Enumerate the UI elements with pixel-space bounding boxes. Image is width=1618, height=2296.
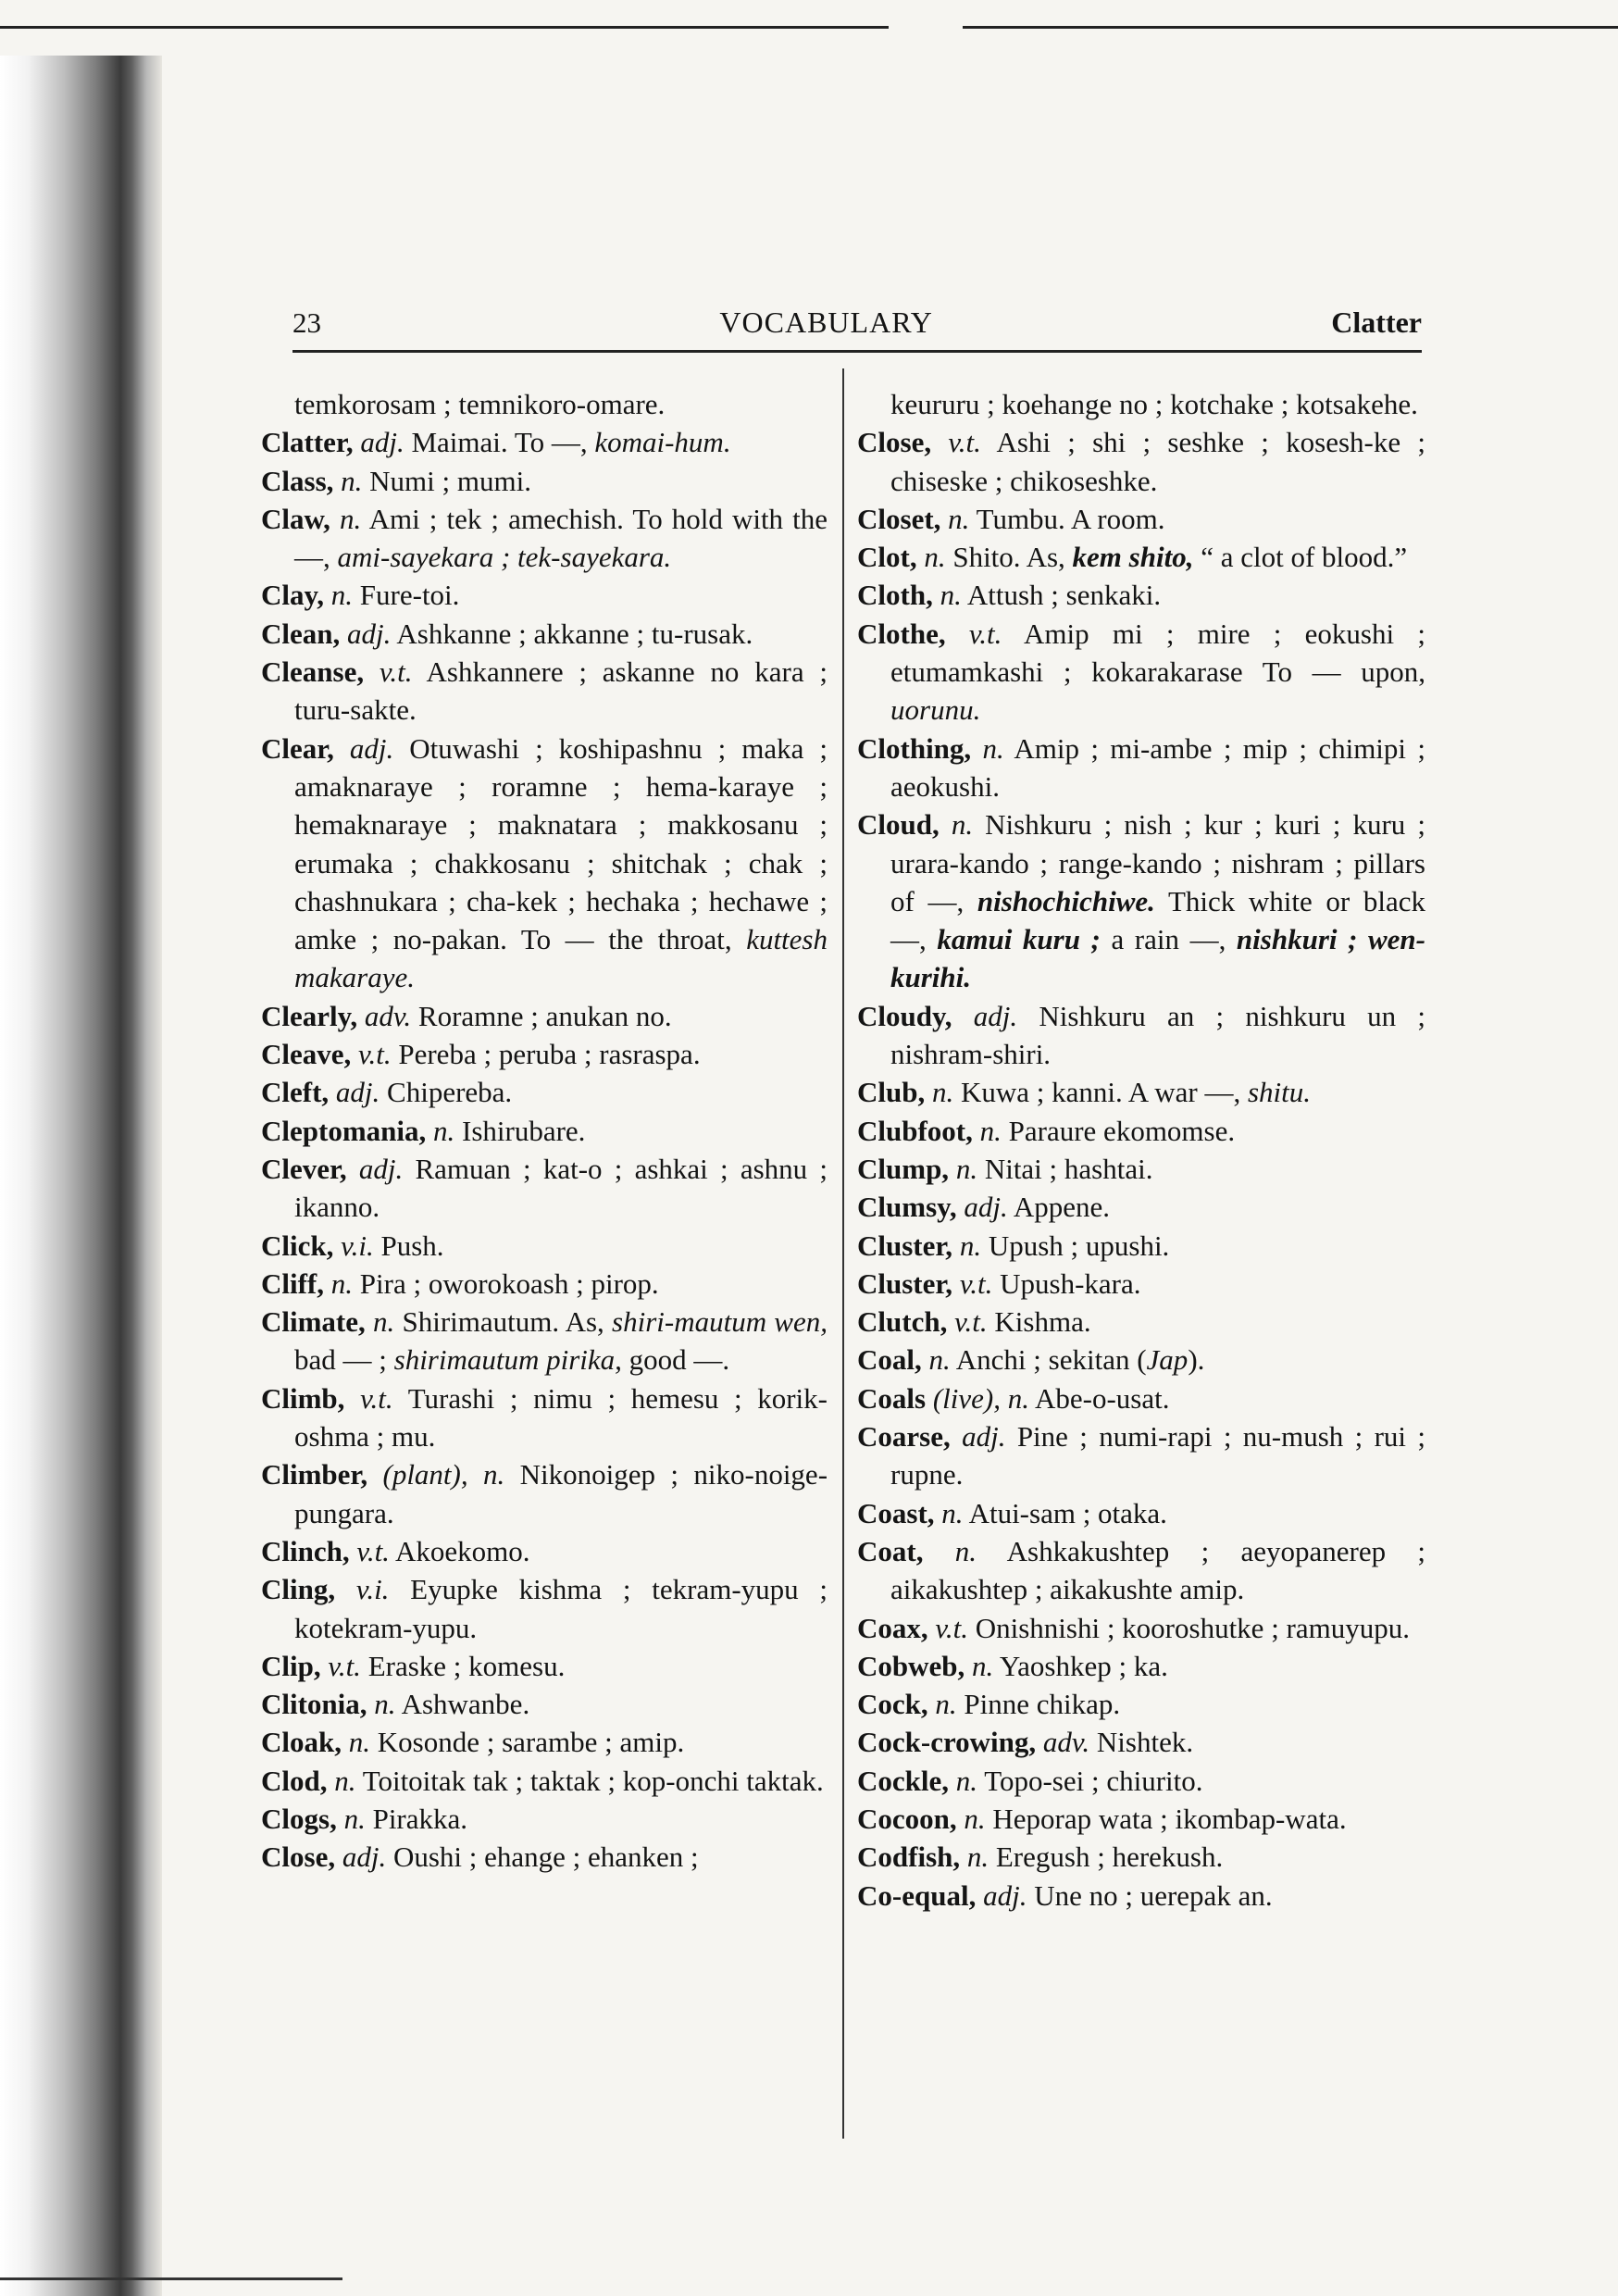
part-of-speech: adj. [335,1076,380,1109]
dictionary-entry [857,1877,1425,1915]
headword: Cocoon, [857,1802,957,1835]
headword: Cloak, [261,1726,342,1759]
definition-text: Abe-o-usat. [1028,1381,1170,1415]
definition-text: Otuwashi ; koshipashnu ; maka ; amaknaraye ; roramne ; hema-karaye ; hemaknaraye ; maknatara ; makkosanu ; erumaka ; chakkosanu ; shitchak ; chak ; chashnukara ; cha-kek ; hechaka ; hechawe ; amke ; no-pakan. To — the throat, [294,731,828,956]
definition-text: Maimai. To —, [404,426,595,459]
dictionary-entry [857,1188,1425,1226]
definition-text: Kosonde ; sarambe ; amip. [370,1726,685,1759]
headword: Click, [261,1229,334,1262]
definition-text: Shirimautum. As, [394,1305,613,1339]
part-of-speech: v.t. [954,1305,988,1339]
definition-text: Akoekomo. [389,1534,530,1567]
right-column [857,385,1425,1915]
definition-text: “ a clot of blood.” [1193,541,1408,574]
dictionary-entry [261,1762,828,1800]
ainu-phrase: nishochichiwe. [977,884,1155,917]
page-title: VOCABULARY [719,306,933,339]
ainu-phrase: uorunu. [890,693,981,727]
page-number: 23 [292,306,321,339]
definition-text: Tumbu. A room. [969,502,1165,535]
headword: Clothe, [857,617,946,650]
headword: Close, [857,426,932,459]
definition-text: Heporap wata ; ikombap-wata. [985,1802,1347,1835]
dictionary-entry [261,1455,828,1532]
headword: Coax, [857,1611,928,1644]
headword: Claw, [261,502,330,535]
dictionary-entry [857,1838,1425,1876]
part-of-speech: adj. [347,617,392,650]
dictionary-entry [857,997,1425,1074]
part-of-speech: v.t. [379,655,413,689]
definition-text: Paraure ekomomse. [1001,1114,1236,1147]
headword: Cobweb, [857,1649,965,1682]
headword: Cleanse, [261,655,365,689]
dictionary-entry [261,1035,828,1073]
part-of-speech: v.i. [355,1573,390,1606]
definition-text: Yaoshkep ; ka. [993,1649,1168,1682]
dictionary-entry [857,1265,1425,1303]
dictionary-entry [857,1303,1425,1341]
ainu-phrase: Jap [1146,1343,1189,1377]
bottom-rule [0,2277,342,2280]
definition-text: a rain —, [1100,923,1237,956]
part-of-speech: n. [924,541,946,574]
part-of-speech: n. [940,579,962,612]
headword: Coast, [857,1496,935,1529]
headword: Clinch, [261,1534,350,1567]
definition-text: Ashkannere ; askanne no kara ; turu-sakte. [294,655,828,727]
part-of-speech: n. [966,1841,989,1874]
definition-text: Ramuan ; kat-o ; ashkai ; ashnu ; ikanno. [294,1152,828,1224]
part-of-speech: n. [979,1114,1002,1147]
headword: Close, [261,1841,336,1874]
guide-word: Clatter [1331,306,1422,339]
dictionary-entry [261,615,828,653]
headword: Clatter, [261,426,354,459]
part-of-speech: adj. [964,1191,1008,1224]
headword: Clump, [857,1152,950,1185]
dictionary-entry [857,1073,1425,1111]
continued-entry [261,385,828,423]
headword: Clubfoot, [857,1114,973,1147]
definition-text: Amip ; mi-ambe ; mip ; chimipi ; aeokushi. [890,731,1425,803]
ainu-phrase: kuttesh makaraye. [294,923,828,994]
ainu-phrase: nishkuri ; wen-kurihi. [890,923,1425,994]
part-of-speech: adj. [983,1878,1027,1912]
definition-text: Nikonoigep ; niko-noige-pungara. [294,1458,828,1529]
dictionary-entry [857,500,1425,538]
part-of-speech: n. [330,579,354,612]
part-of-speech: n. [433,1114,455,1147]
dictionary-entry [261,1838,828,1876]
dictionary-entry [857,1379,1425,1417]
column-divider [842,368,844,2139]
definition-text: Ishirubare. [454,1114,586,1147]
part-of-speech: n. [374,1688,396,1721]
part-of-speech: n. [935,1688,957,1721]
dictionary-entry [261,1685,828,1723]
definition-text: Nishkuru an ; nishkuru un ; nishram-shiri. [890,999,1426,1071]
top-rule-left [0,26,889,29]
left-column [261,385,828,1877]
definition-text: Amip mi ; mire ; eokushi ; etumamkashi ; kokarakarase To — upon, [890,617,1425,689]
dictionary-entry [261,423,828,461]
dictionary-entry [261,1532,828,1570]
part-of-speech: n. [348,1726,370,1759]
definition-text: Ashkakushtep ; aeyopanerep ; aikakushtep ; aikakushte amip. [890,1534,1426,1606]
definition-text: Nishkuru ; nish ; kur ; kuri ; kuru ; urara-kando ; range-kando ; nishram ; pillars of —, [890,808,1425,917]
definition-text: Nitai ; hashtai. [977,1152,1153,1185]
part-of-speech: adj. [358,1152,404,1185]
headword: Clay, [261,579,325,612]
headword: Cleft, [261,1076,330,1109]
dictionary-entry [261,1570,828,1647]
definition-text: Attush ; senkaki. [961,579,1162,612]
definition-text: Roramne ; anukan no. [411,999,672,1032]
dictionary-entry [261,1073,828,1111]
definition-text: Pereba ; peruba ; rasraspa. [391,1038,701,1071]
part-of-speech: n. [955,1152,978,1185]
part-of-speech: v.t. [959,1267,993,1300]
definition-text: Numi ; mumi. [362,464,531,497]
dictionary-entry [261,1723,828,1761]
part-of-speech: adj. [360,426,404,459]
definition-text: Eyupke kishma ; tekram-yupu ; kotekram-yupu. [294,1573,828,1644]
part-of-speech: v.t. [328,1649,361,1682]
dictionary-entry [261,1265,828,1303]
headword: Cling, [261,1573,336,1606]
dictionary-entry [261,997,828,1035]
headword: Clear, [261,731,334,765]
part-of-speech: n. [330,1267,354,1300]
entry-text: temkorosam ; temnikoro-omare. [294,388,666,420]
headword: Cliff, [261,1267,325,1300]
headword: Clot, [857,541,917,574]
part-of-speech: n. [340,502,362,535]
definition-text: ). [1188,1343,1205,1377]
running-head [292,306,1422,353]
part-of-speech: n. [343,1802,366,1835]
definition-text: Shito. As, [945,541,1073,574]
headword: Cleptomania, [261,1114,427,1147]
part-of-speech: n. [982,731,1004,765]
definition-text: Appene. [1007,1191,1110,1224]
definition-text: bad — ; [294,1343,394,1377]
dictionary-entry [857,1341,1425,1379]
definition-text: Ashwanbe. [395,1688,530,1721]
headword: Class, [261,464,334,497]
headword: Clean, [261,617,341,650]
part-of-speech: n. [931,1076,954,1109]
dictionary-entry [261,1379,828,1456]
dictionary-entry [857,730,1425,806]
definition-text: Une no ; uerepak an. [1027,1878,1273,1912]
dictionary-entry [261,730,828,997]
ainu-phrase: shiri-mautum wen, [612,1305,828,1339]
headword: Cleave, [261,1038,352,1071]
definition-text: Ami ; tek ; amechish. To hold with the —, [294,502,828,574]
definition-text: Ashkanne ; akkanne ; tu-rusak. [391,617,753,650]
part-of-speech: adv. [1042,1726,1090,1759]
part-of-speech: adv. [364,999,412,1032]
part-of-speech: n. [373,1305,395,1339]
dictionary-entry [857,1647,1425,1685]
dictionary-entry [857,1800,1425,1838]
definition-text: Nishtek. [1089,1726,1194,1759]
definition-text: Upush-kara. [992,1267,1141,1300]
definition-text: Eraske ; komesu. [360,1649,566,1682]
headword: Clever, [261,1152,347,1185]
definition-text: Anchi ; sekitan ( [950,1343,1147,1377]
definition-text: Chipereba. [380,1076,513,1109]
headword: Coals [857,1381,927,1415]
part-of-speech: adj. [962,1420,1006,1454]
dictionary-entry [857,615,1425,730]
ainu-phrase: ami-sayekara ; tek-sayekara. [337,541,672,574]
definition-text: Turashi ; nimu ; hemesu ; korik-oshma ; mu. [294,1381,828,1454]
dictionary-entry [857,1609,1425,1647]
book-binding-shadow [0,56,162,2296]
headword: Codfish, [857,1841,961,1874]
headword: Cluster, [857,1267,953,1300]
definition-text: Push. [373,1229,444,1262]
definition-text: Eregush ; herekush. [989,1841,1224,1874]
definition-text: Topo-sei ; chiurito. [977,1764,1203,1797]
dictionary-entry [261,576,828,614]
dictionary-entry [261,1647,828,1685]
headword: Clutch, [857,1305,948,1339]
definition-text: Pinne chikap. [956,1688,1121,1721]
dictionary-entry [857,423,1425,500]
headword: Co-equal, [857,1878,977,1912]
definition-text: Oushi ; ehange ; ehanken ; [386,1841,699,1874]
headword: Clothing, [857,731,972,765]
headword: Closet, [857,502,941,535]
definition-text: Ashi ; shi ; seshke ; kosesh-ke ; chiseske ; chikoseshke. [890,426,1425,497]
part-of-speech: v.t. [968,617,1002,650]
dictionary-entry [857,538,1425,576]
definition-text: Upush ; upushi. [981,1229,1170,1262]
part-of-speech: n. [941,1496,964,1529]
dictionary-entry [261,1150,828,1227]
headword: Clogs, [261,1802,337,1835]
dictionary-entry [857,1150,1425,1188]
definition-text: Pirakka. [365,1802,468,1835]
dictionary-entry [857,1762,1425,1800]
dictionary-entry [857,1494,1425,1532]
headword: Clumsy, [857,1191,957,1224]
headword: Climate, [261,1305,366,1339]
part-of-speech: n. [948,502,970,535]
top-rule-right [963,26,1618,29]
headword: Clod, [261,1764,328,1797]
continued-entry [857,385,1425,423]
dictionary-entry [261,653,828,730]
dictionary-entry [261,1303,828,1379]
dictionary-entry [261,1800,828,1838]
part-of-speech: n. [951,808,974,842]
definition-text: good —. [621,1343,730,1377]
dictionary-entry [857,1417,1425,1494]
ainu-phrase: kem shito, [1072,541,1194,574]
headword: Cock, [857,1688,928,1721]
headword: Clip, [261,1649,321,1682]
headword: Cluster, [857,1229,953,1262]
dictionary-entry [261,462,828,500]
dictionary-entry [857,1532,1425,1609]
part-of-speech: v.t. [358,1038,392,1071]
part-of-speech: adj. [973,999,1018,1032]
headword: Cloud, [857,808,940,842]
part-of-speech: (plant), n. [382,1458,505,1491]
dictionary-entry [261,500,828,577]
dictionary-entry [857,1723,1425,1761]
part-of-speech: v.i. [341,1229,374,1262]
part-of-speech: n. [334,1764,356,1797]
dictionary-entry [857,1227,1425,1265]
part-of-speech: n. [341,464,363,497]
headword: Coarse, [857,1420,951,1454]
part-of-speech: v.t. [356,1534,390,1567]
part-of-speech: v.t. [948,426,981,459]
headword: Clitonia, [261,1688,367,1721]
headword: Cloth, [857,579,933,612]
headword: Cock-crowing, [857,1726,1037,1759]
dictionary-entry [857,1112,1425,1150]
part-of-speech: adj. [349,731,394,765]
definition-text: Atui-sam ; otaka. [963,1496,1167,1529]
definition-text: Kishma. [987,1305,1091,1339]
headword: Coal, [857,1343,922,1377]
part-of-speech: n. [928,1343,951,1377]
ainu-phrase: kamui kuru ; [937,923,1101,956]
ainu-phrase: shitu. [1247,1076,1311,1109]
ainu-phrase: shirimautum pirika, [393,1343,622,1377]
dictionary-entry [857,576,1425,614]
part-of-speech: (live), n. [932,1381,1029,1415]
dictionary-entry [261,1112,828,1150]
definition-text: Toitoitak tak ; taktak ; kop-onchi taktak. [355,1764,824,1797]
headword: Climb, [261,1381,345,1415]
part-of-speech: n. [959,1229,982,1262]
headword: Climber, [261,1458,368,1491]
ainu-phrase: komai-hum. [594,426,731,459]
definition-text: Pine ; numi-rapi ; nu-mush ; rui ; rupne. [890,1420,1426,1491]
headword: Club, [857,1076,926,1109]
headword: Cockle, [857,1764,950,1797]
part-of-speech: n. [972,1649,994,1682]
part-of-speech: v.t. [360,1381,393,1415]
dictionary-entry [857,805,1425,996]
headword: Coat, [857,1534,924,1567]
headword: Clearly, [261,999,358,1032]
part-of-speech: v.t. [935,1611,968,1644]
dictionary-entry [261,1227,828,1265]
entry-text: keururu ; koehange no ; kotchake ; kotsakehe. [890,388,1418,420]
definition-text: Pira ; oworokoash ; pirop. [353,1267,659,1300]
part-of-speech: n. [955,1764,978,1797]
dictionary-entry [857,1685,1425,1723]
part-of-speech: n. [964,1802,986,1835]
definition-text: Thick white or black —, [890,884,1426,956]
definition-text: Kuwa ; kanni. A war —, [953,1076,1248,1109]
part-of-speech: adj. [342,1841,387,1874]
headword: Cloudy, [857,999,952,1032]
part-of-speech: n. [954,1534,977,1567]
definition-text: Fure-toi. [353,579,460,612]
definition-text: Onishnishi ; kooroshutke ; ramuyupu. [967,1611,1411,1644]
